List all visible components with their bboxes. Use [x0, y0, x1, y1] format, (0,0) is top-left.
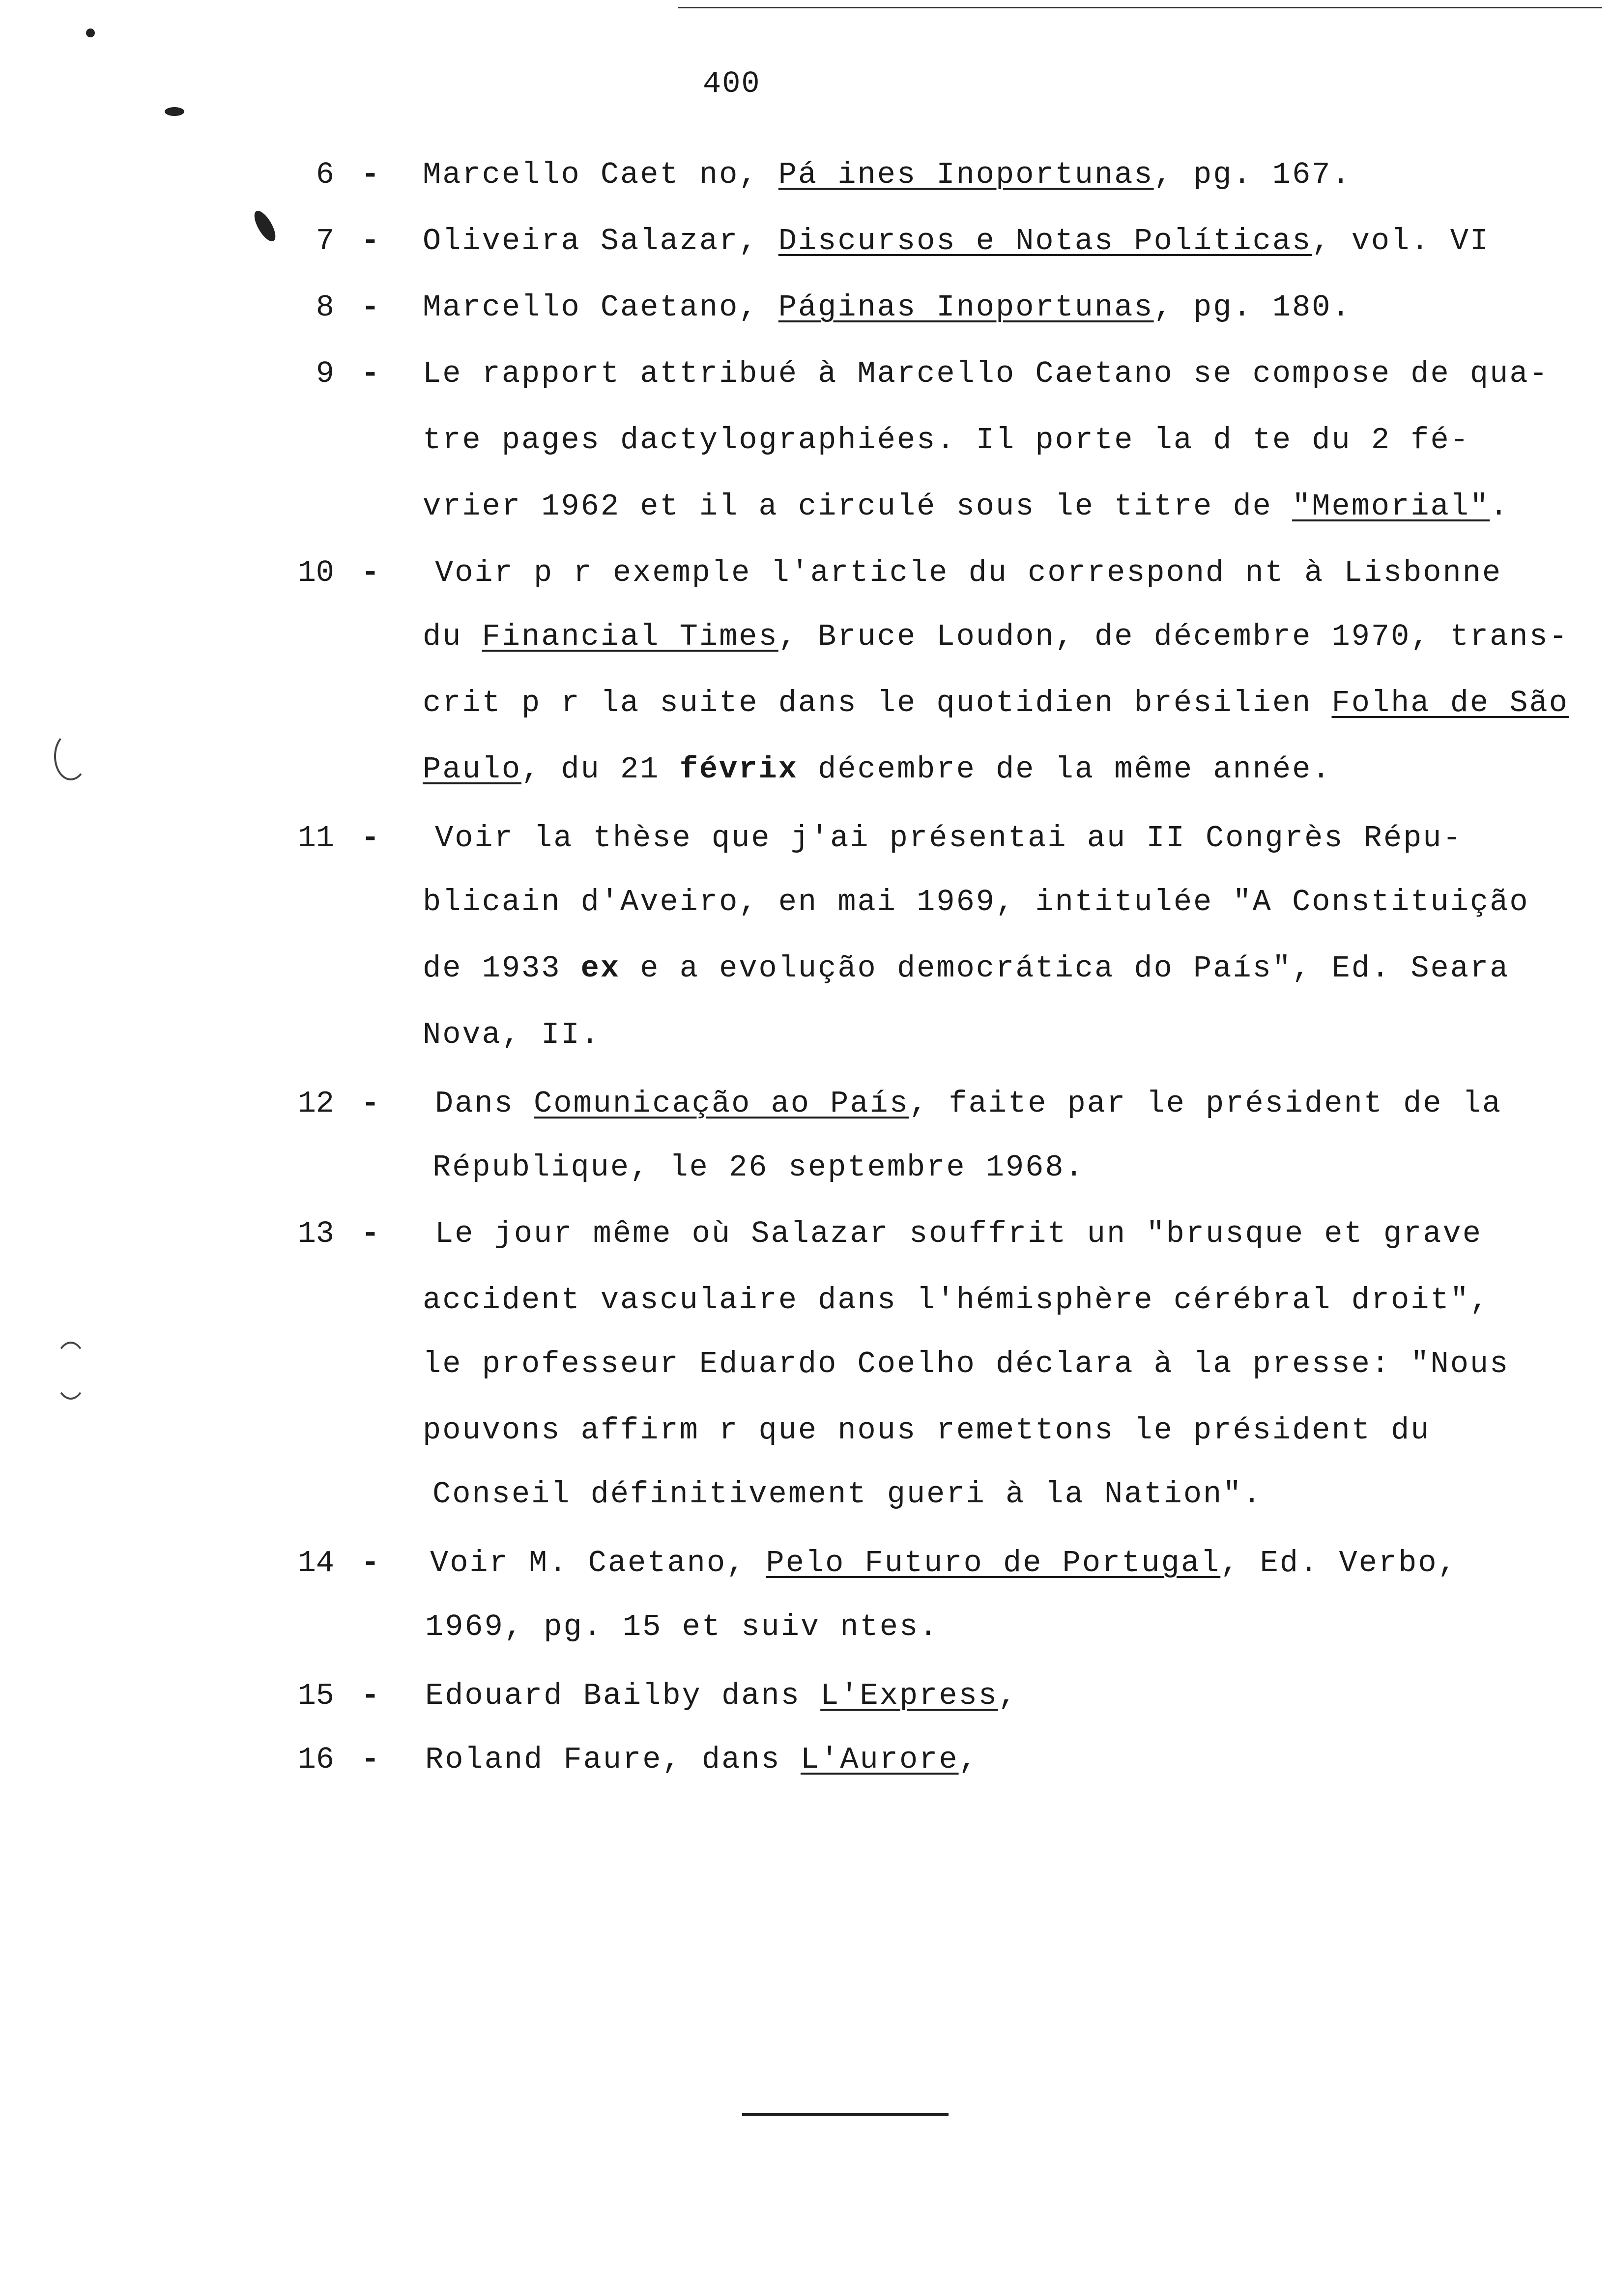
- underlined-title: Financial Times: [482, 619, 778, 654]
- footnote-dash: -: [361, 1742, 380, 1777]
- footnote-text: Marcello Caetano,: [423, 290, 778, 325]
- footnote-dash: -: [361, 821, 380, 856]
- footnote-line: [423, 423, 1470, 458]
- footnote-dash: -: [361, 224, 380, 258]
- footnote-text: République, le 26 septembre 1968.: [432, 1150, 1085, 1185]
- footnote-line: [425, 1742, 979, 1777]
- footnote-text: 1969, pg. 15 et suiv ntes.: [425, 1609, 939, 1644]
- footnote-dash: -: [361, 290, 380, 325]
- footnote-number: 8: [316, 290, 334, 325]
- footnote-text: Roland Faure, dans: [425, 1742, 801, 1777]
- scan-speck: [165, 107, 184, 116]
- footnote-text: Voir M. Caetano,: [430, 1546, 766, 1580]
- footnote-line: [423, 489, 1509, 524]
- footnote-line: [423, 1413, 1431, 1448]
- footnote-text: Conseil définitivement gueri à la Nation".: [432, 1477, 1263, 1512]
- footnote-text: févrix: [679, 752, 798, 787]
- footnote-text: le professeur Eduardo Coelho déclara à la presse: "Nous: [423, 1347, 1510, 1381]
- footnote-text: Le jour même où Salazar souffrit un "brusque et grave: [435, 1216, 1482, 1251]
- footnote-line: [435, 821, 1463, 856]
- footnote-number: 15: [297, 1678, 334, 1713]
- footnote-text: du: [423, 619, 482, 654]
- footnote-line: [423, 157, 1352, 192]
- footnote-line: [423, 1347, 1509, 1381]
- underlined-title: Comunicação ao País: [534, 1086, 909, 1121]
- footnote-dash: -: [361, 1216, 380, 1251]
- footnote-number: 16: [297, 1742, 334, 1777]
- footnote-number: 10: [297, 555, 334, 590]
- footnote-number: 11: [297, 821, 334, 856]
- scan-speck: [86, 29, 95, 37]
- end-rule: [742, 2113, 949, 2116]
- footnote-text: pouvons affirm r que nous remettons le président du: [423, 1413, 1431, 1448]
- footnote-number: 14: [297, 1546, 334, 1580]
- underlined-title: L'Express: [820, 1678, 998, 1713]
- footnote-text: , faite par le président de la: [909, 1086, 1502, 1121]
- footnote-text: , pg. 167.: [1153, 157, 1352, 192]
- footnote-text: , vol. VI: [1312, 224, 1490, 258]
- footnote-line: [423, 1017, 601, 1052]
- footnote-text: ,: [958, 1742, 979, 1777]
- footnote-dash: -: [361, 1678, 380, 1713]
- underlined-title: Pá ines Inoportunas: [778, 157, 1154, 192]
- margin-mark: [54, 732, 87, 780]
- margin-mark: [54, 1342, 87, 1400]
- footnote-number: 9: [316, 356, 334, 391]
- footnote-line: [432, 1150, 1085, 1185]
- footnote-text: Oliveira Salazar,: [423, 224, 778, 258]
- footnote-text: crit p r la suite dans le quotidien brésilien: [423, 686, 1332, 720]
- footnote-text: Marcello Caet no,: [423, 157, 778, 192]
- footnote-number: 6: [316, 157, 334, 192]
- footnote-text: , pg. 180.: [1153, 290, 1352, 325]
- footnote-text: , Bruce Loudon, de décembre 1970, trans-: [778, 619, 1569, 654]
- footnote-dash: -: [361, 157, 380, 192]
- underlined-title: Discursos e Notas Políticas: [778, 224, 1312, 258]
- footnote-number: 13: [297, 1216, 334, 1251]
- footnote-line: [425, 1609, 939, 1644]
- underlined-title: "Memorial": [1292, 489, 1490, 524]
- footnote-line: [423, 686, 1569, 720]
- footnote-text: .: [1490, 489, 1510, 524]
- footnote-number: 12: [297, 1086, 334, 1121]
- footnote-line: [430, 1546, 1458, 1580]
- footnote-dash: -: [361, 1546, 380, 1580]
- footnote-line: [423, 885, 1529, 919]
- top-rule: [678, 7, 1602, 8]
- footnote-text: blicain d'Aveiro, en mai 1969, intitulée "A Constituição: [423, 885, 1529, 919]
- page-number: 400: [703, 66, 761, 101]
- underlined-title: Folha de São: [1331, 686, 1569, 720]
- footnote-text: tre pages dactylographiées. Il porte la d te du 2 fé-: [423, 423, 1470, 458]
- footnote-line: [423, 290, 1352, 325]
- footnote-text: Le rapport attribué à Marcello Caetano se compose de qua-: [423, 356, 1549, 391]
- footnote-text: , Ed. Verbo,: [1220, 1546, 1458, 1580]
- footnote-text: ,: [998, 1678, 1018, 1713]
- footnote-text: décembre de la même année.: [798, 752, 1332, 787]
- footnote-line: [423, 951, 1509, 986]
- footnote-line: [423, 752, 1332, 787]
- footnote-text: Voir la thèse que j'ai présentai au II Congrès Répu-: [435, 821, 1463, 856]
- footnote-number: 7: [316, 224, 334, 258]
- underlined-title: Paulo: [423, 752, 522, 787]
- underlined-title: Páginas Inoportunas: [778, 290, 1154, 325]
- footnote-text: ex: [580, 951, 621, 986]
- underlined-title: L'Aurore: [800, 1742, 959, 1777]
- footnote-line: [432, 1477, 1263, 1512]
- footnote-line: [435, 1086, 1502, 1121]
- footnote-text: vrier 1962 et il a circulé sous le titre de: [423, 489, 1293, 524]
- footnote-line: [423, 224, 1490, 258]
- footnote-line: [435, 555, 1502, 590]
- footnote-text: e a evolução democrática do País", Ed. Seara: [620, 951, 1510, 986]
- footnote-text: de 1933: [423, 951, 581, 986]
- footnote-line: [423, 356, 1549, 391]
- footnote-line: [425, 1678, 1018, 1713]
- footnote-dash: -: [361, 555, 380, 590]
- footnote-text: , du 21: [521, 752, 680, 787]
- footnote-dash: -: [361, 356, 380, 391]
- footnote-line: [423, 1283, 1490, 1318]
- footnote-line: [423, 619, 1569, 654]
- footnote-text: Edouard Bailby dans: [425, 1678, 821, 1713]
- footnote-text: Dans: [435, 1086, 534, 1121]
- footnote-dash: -: [361, 1086, 380, 1121]
- footnote-text: Nova, II.: [423, 1017, 601, 1052]
- footnote-text: Voir p r exemple l'article du correspond nt à Lisbonne: [435, 555, 1502, 590]
- footnote-text: accident vasculaire dans l'hémisphère cérébral droit",: [423, 1283, 1490, 1318]
- footnote-line: [435, 1216, 1482, 1251]
- underlined-title: Pelo Futuro de Portugal: [766, 1546, 1221, 1580]
